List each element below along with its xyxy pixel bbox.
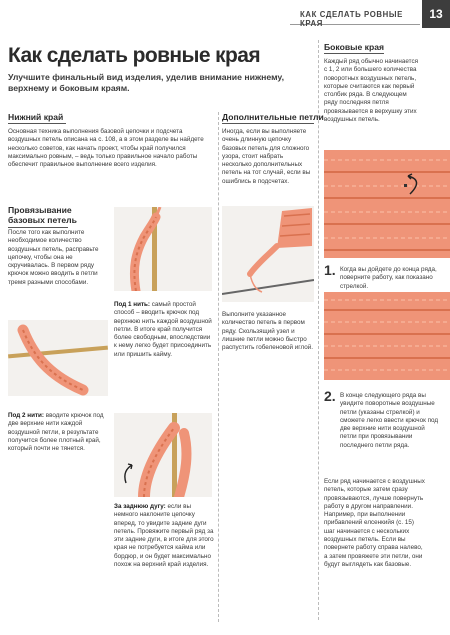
chain-photo-2	[8, 320, 108, 396]
under-one-lead: Под 1 нить:	[114, 301, 151, 308]
twisted-heading: Провязывание базовых петель	[8, 205, 77, 225]
side-underline	[324, 53, 384, 54]
extra-underline	[222, 123, 314, 124]
extra-chains-photo	[222, 206, 314, 302]
swatch-photo-2	[324, 292, 450, 380]
back-bump-body: если вы немного наклоните цепочку вперед, то увидите задние дуги петель. Провяжите первый ряд за эти задние дуги, в итоге для этого края не потребуется кайма или бордюр, и он будет максимально похож на верхний край изделия.	[114, 503, 214, 569]
step-2-number: 2.	[324, 388, 336, 404]
page-number-tab	[422, 0, 450, 28]
page-title: Как сделать ровные края	[8, 44, 261, 67]
twisted-text: После того как выполните необходимое количество воздушных петель, расправьте цепочку, чтобы она не скручивалась. В первом ряду крючок можно вводить в петли тремя разными способами.	[8, 229, 99, 286]
step-2-text: В конце следующего ряда вы увидите поворотные воздушные петли (указаны стрелкой) и сможете легко ввести крючок под две верхние нити воздушной петли при провязывании последнего петли ряда.	[340, 392, 439, 449]
side-closing-text: Если ряд начинается с воздушных петель, которые затем сразу провязываются, лучше повернуть работу в другом направлении. Например, при выполнении прибавлений елсенкийя (с. 15) шаг начинается с нескольких воздушных петель. Если вы повернете работу справа налево, а затем провяжете эти петли, они будут выглядеть как базовые.	[324, 478, 425, 568]
under-two-lead: Под 2 нити:	[8, 412, 45, 419]
running-title: КАК СДЕЛАТЬ РОВНЫЕ КРАЯ	[300, 10, 403, 28]
extra-text: Иногда, если вы выполняете очень длинную цепочку базовых петель для сложного узора, стоит набрать несколько дополнительных петель на тот случай, если вы ошиблись в подсчетах.	[222, 128, 311, 185]
lead-paragraph: Улучшите финальный вид изделия, уделив внимание нижнему, верхнему и боковым краям.	[8, 72, 284, 93]
under-one-text	[114, 301, 214, 359]
extra-caption: Выполните указанное количество петель в первом ряду. Скользящий узел и лишние петли можно быстро распустить гобеленовой иглой.	[222, 311, 313, 352]
extra-heading: Дополнительные петли	[222, 112, 324, 122]
lower-edge-text: Основная техника выполнения базовой цепочки и подсчета воздушных петель описана на с. 108, а в этом разделе вы найдете несколько советов, как начать проект, чтобы край получился максимально ровным, – ведь только правильное начало работы обеспечит правильное выполнение всего изделия.	[8, 128, 204, 169]
step-1-number: 1.	[324, 262, 336, 278]
lower-edge-heading: Нижний край	[8, 112, 64, 122]
column-divider	[218, 112, 219, 622]
page-number: 13	[429, 7, 443, 21]
under-two-text	[8, 412, 108, 453]
side-text: Каждый ряд обычно начинается с 1, 2 или большего количества поворотных воздушных петель, которые считаются как первый столбик ряда. В следующем ряду последняя петля провязывается в верхушку этих воздушных петель.	[324, 58, 419, 124]
swatch-photo-1	[324, 150, 450, 258]
column-divider-2	[318, 40, 319, 620]
chain-photo-3	[114, 413, 212, 497]
chain-photo-1	[114, 207, 212, 291]
step-1-text: Когда вы дойдете до конца ряда, поверните работу, как показано стрелкой.	[340, 266, 437, 290]
header-bar	[0, 0, 450, 30]
back-bump-text	[114, 503, 214, 569]
back-bump-lead: За заднюю дугу:	[114, 503, 166, 510]
under-one-body: самый простой способ – вводить крючок под верхнюю нить каждой воздушной петли. В итоге край получится более свободным, впоследствии к нему легко будет присоединить или пришить кайму.	[114, 301, 212, 358]
side-heading: Боковые края	[324, 42, 384, 52]
lower-edge-underline	[8, 123, 66, 124]
under-two-body: вводите крючок под две верхние нити каждой воздушной петли, в результате получится более плотный край, который почти не тянется.	[8, 412, 104, 453]
